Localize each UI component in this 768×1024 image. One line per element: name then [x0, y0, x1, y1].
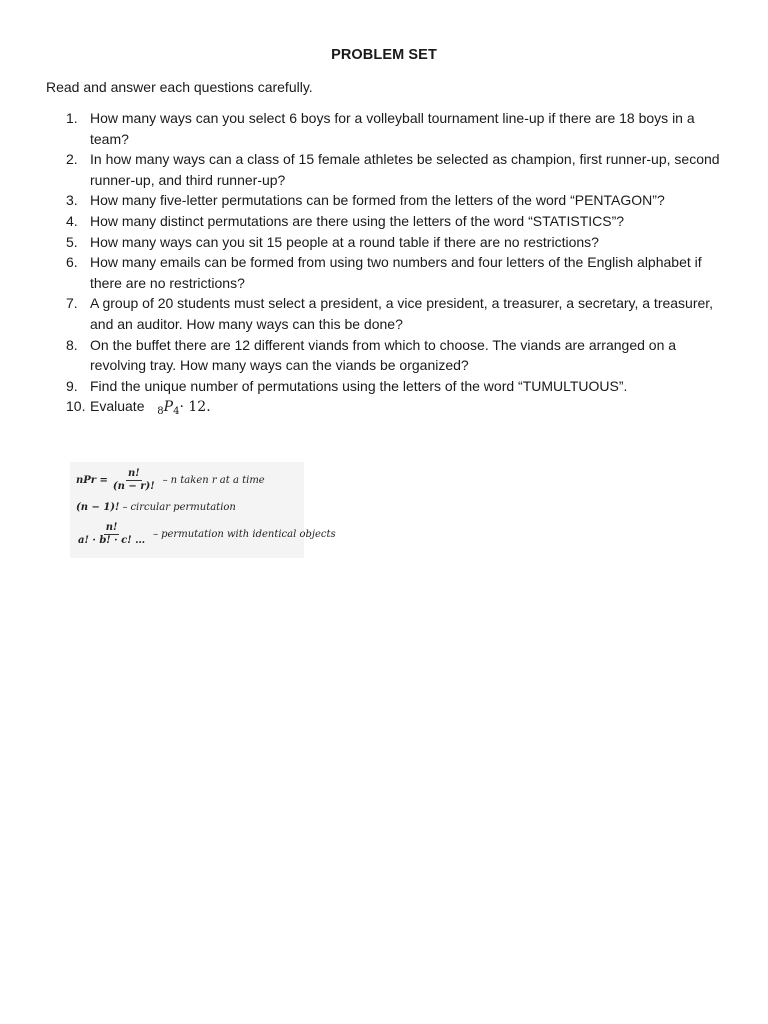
post-subscript: 4 [173, 406, 180, 418]
question-item [0, 149, 768, 190]
formula-lhs: nPr = [76, 475, 108, 486]
question-number: 6. [66, 254, 78, 271]
question-item [0, 252, 768, 293]
permutation-symbol: P [163, 399, 174, 416]
question-number: 2. [66, 151, 78, 168]
question-number: 10. [66, 398, 86, 415]
question-item [0, 211, 768, 232]
question-item [0, 335, 768, 376]
question-text: On the buffet there are 12 different viands from which to choose. The viands are arranged on a revolving tray. How many ways can the viands be organized? [90, 336, 677, 374]
question-list [0, 108, 768, 423]
question-number: 8. [66, 336, 78, 353]
formula-dash: – [122, 502, 128, 513]
formula-description: n taken r at a time [170, 475, 265, 486]
formula-description: circular permutation [130, 502, 236, 513]
question-text: How many ways can you sit 15 people at a round table if there are no restrictions? [90, 233, 599, 250]
pre-subscript: 8 [157, 406, 164, 418]
formula-description: permutation with identical objects [161, 529, 336, 540]
formula-denominator: a! · b! · c! … [78, 535, 146, 546]
page-title: PROBLEM SET [331, 47, 437, 63]
question-number: 4. [66, 212, 78, 229]
formula-denominator: (n − r)! [112, 481, 155, 492]
question-text: Evaluate [90, 398, 145, 415]
question-text: Find the unique number of permutations using the letters of the word “TUMULTUOUS”. [90, 377, 628, 394]
question-number: 7. [66, 295, 78, 312]
formula-numerator: n! [127, 468, 140, 479]
formula-numerator: n! [105, 522, 118, 533]
formula-expression: (n − 1)! [76, 502, 120, 513]
formula-identical [76, 522, 336, 547]
question-item [0, 232, 768, 253]
formula-reference-image [70, 462, 336, 558]
formula-fraction [76, 522, 147, 547]
formula-circular [76, 502, 236, 513]
question-number: 9. [66, 377, 78, 394]
question-item [0, 396, 768, 423]
question-number: 3. [66, 192, 78, 209]
period: . [206, 399, 211, 416]
question-item [0, 376, 768, 397]
question-item [0, 190, 768, 211]
formula-permutation [76, 468, 265, 493]
question-number: 1. [66, 110, 78, 126]
question-text: In how many ways can a class of 15 female athletes be selected as champion, first runner-up, second runner-up, and third runner-up? [90, 151, 720, 188]
formula-fraction [111, 468, 157, 493]
multiplier-value: 12 [188, 399, 207, 416]
formula-dash: – [153, 529, 159, 540]
question-number: 5. [66, 233, 78, 250]
multiply-operator: · [179, 399, 184, 416]
formula-dash: – [162, 475, 168, 486]
permutation-expression [148, 399, 211, 418]
question-item [0, 293, 768, 334]
question-text: How many ways can you select 6 boys for a volleyball tournament line-up if there are 18 boys in a team? [90, 110, 695, 147]
question-text: How many five-letter permutations can be formed from the letters of the word “PENTAGON”? [90, 192, 665, 209]
question-text: A group of 20 students must select a president, a vice president, a treasurer, a secretary, a treasurer, and an auditor. How many ways can this be done? [90, 295, 714, 332]
instructions: Read and answer each questions carefully. [46, 79, 313, 95]
question-text: How many distinct permutations are there using the letters of the word “STATISTICS”? [90, 212, 625, 229]
question-item [0, 108, 768, 149]
question-text: How many emails can be formed from using two numbers and four letters of the English alphabet if there are no restrictions? [90, 254, 702, 291]
